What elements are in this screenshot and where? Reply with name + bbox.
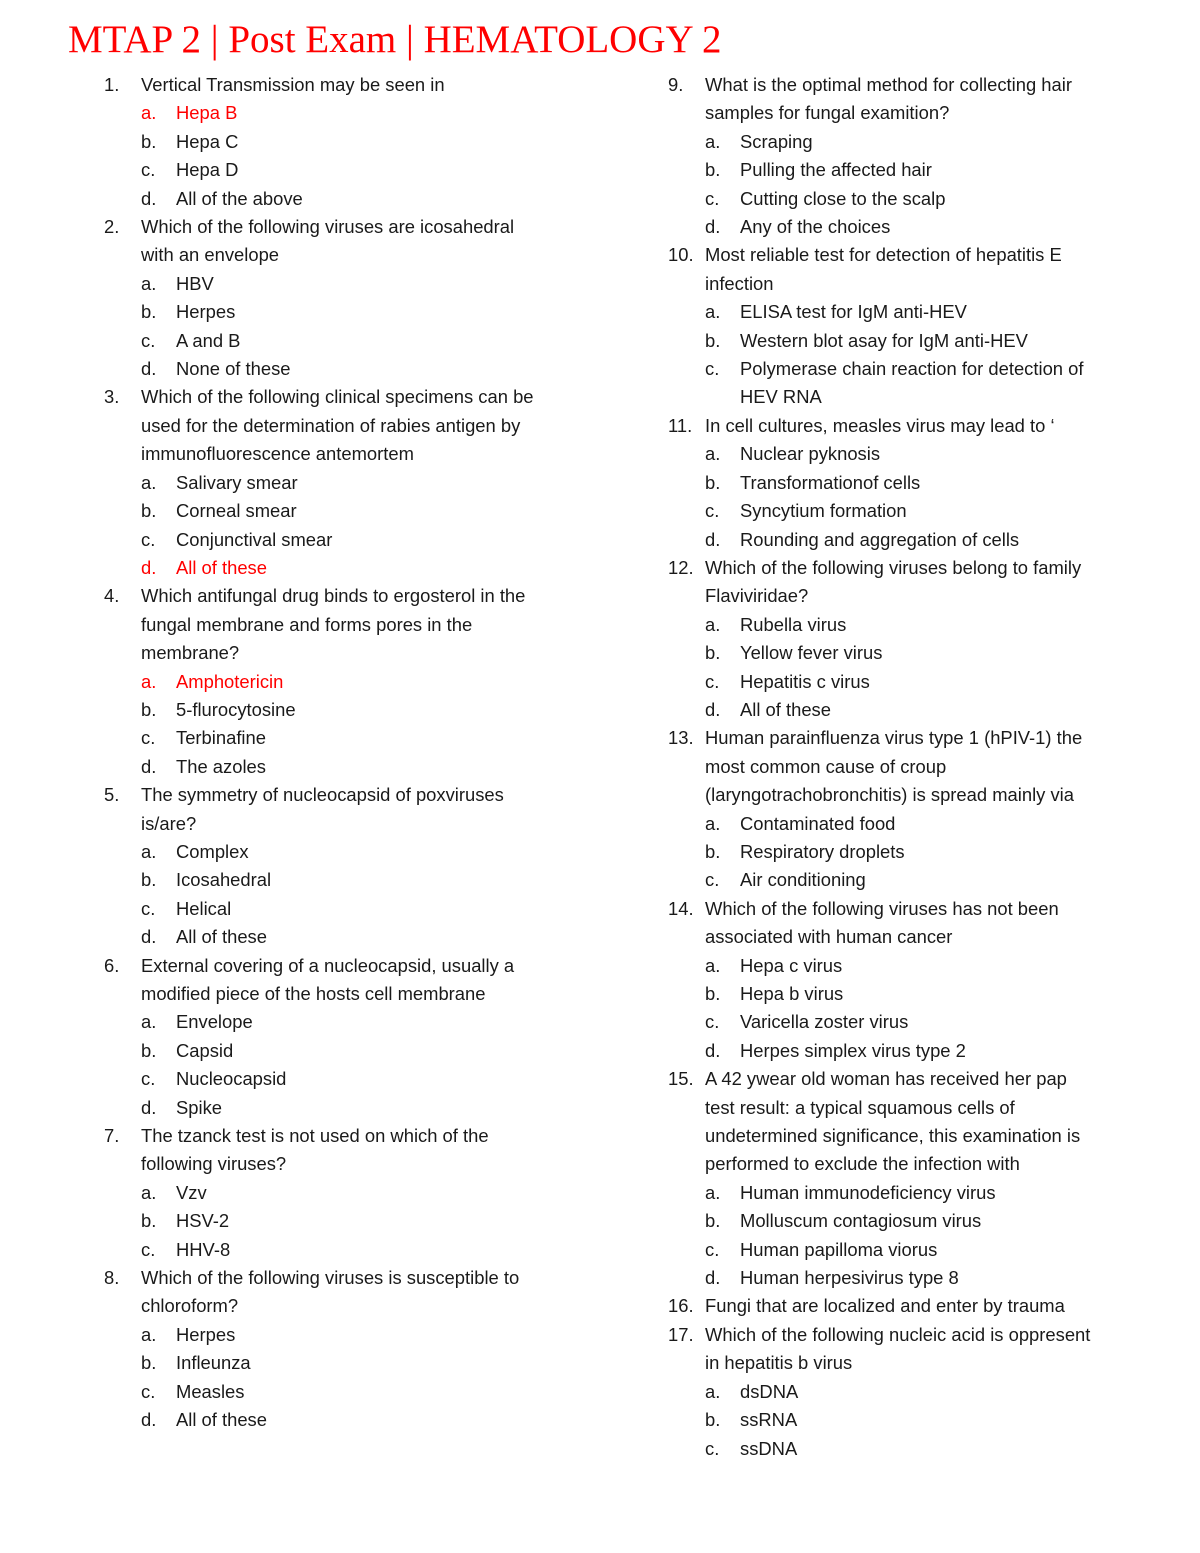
answer-option: [104, 1065, 574, 1093]
option-text: Human immunodeficiency virus: [740, 1181, 996, 1203]
question-text-line: [668, 99, 1138, 127]
question-text: following viruses?: [141, 1153, 287, 1175]
option-text: Cutting close to the scalp: [740, 187, 946, 209]
option-text: The azoles: [176, 755, 266, 777]
question-text: used for the determination of rabies antigen by: [141, 414, 521, 436]
answer-option: [104, 895, 574, 923]
answer-option: [104, 1179, 574, 1207]
answer-option: [668, 611, 1138, 639]
question-text: (laryngotrachobronchitis) is spread mainly via: [705, 784, 1074, 806]
question-text-line: [104, 241, 574, 269]
option-text: Air conditioning: [740, 869, 866, 891]
option-text: Vzv: [176, 1181, 207, 1203]
option-letter: b.: [141, 1039, 157, 1061]
option-text: HHV-8: [176, 1238, 231, 1260]
question-number: 7.: [104, 1125, 120, 1147]
option-letter: d.: [705, 698, 721, 720]
question-text-line: [104, 1264, 574, 1292]
answer-option: [668, 469, 1138, 497]
option-text: Contaminated food: [740, 812, 896, 834]
question-text-line: [668, 412, 1138, 440]
question-text: Flaviviridae?: [705, 585, 809, 607]
question-text: most common cause of croup: [705, 755, 947, 777]
question-text-line: [104, 71, 574, 99]
option-text: Hepa C: [176, 130, 239, 152]
option-letter: a.: [705, 1380, 721, 1402]
question-number: 12.: [668, 556, 694, 578]
option-text: All of the above: [176, 187, 303, 209]
option-text: Hepa B: [176, 102, 238, 124]
question-text: undetermined significance, this examination is: [705, 1125, 1081, 1147]
question-text: Most reliable test for detection of hepatitis E: [705, 244, 1062, 266]
answer-option: [668, 838, 1138, 866]
answer-option: [668, 668, 1138, 696]
question-text: with an envelope: [141, 244, 280, 266]
question-text-line: [104, 1292, 574, 1320]
question-text-line: [668, 1122, 1138, 1150]
question-text: The tzanck test is not used on which of the: [141, 1125, 489, 1147]
option-text: ssRNA: [740, 1409, 798, 1431]
answer-option: [104, 838, 574, 866]
answer-option: [668, 327, 1138, 355]
option-text: Scraping: [740, 130, 813, 152]
option-letter: c.: [705, 1238, 720, 1260]
option-letter: a.: [705, 130, 721, 152]
answer-option: [104, 327, 574, 355]
question-number: 5.: [104, 784, 120, 806]
answer-option: [104, 668, 574, 696]
answer-option: [668, 1435, 1138, 1463]
answer-option: [104, 355, 574, 383]
option-letter: d.: [705, 216, 721, 238]
question-text-line: [104, 582, 574, 610]
option-text: Capsid: [176, 1039, 234, 1061]
option-letter: a.: [141, 102, 157, 124]
answer-option: [104, 1037, 574, 1065]
option-text: HSV-2: [176, 1210, 230, 1232]
answer-option: [668, 980, 1138, 1008]
option-letter: c.: [705, 1437, 720, 1459]
option-letter: b.: [705, 471, 721, 493]
option-text: Conjunctival smear: [176, 528, 333, 550]
option-letter: a.: [705, 1181, 721, 1203]
question-text-line: [104, 412, 574, 440]
answer-option: [668, 1236, 1138, 1264]
question-number: 15.: [668, 1068, 694, 1090]
question-text-line: [668, 1321, 1138, 1349]
option-letter: b.: [705, 840, 721, 862]
question-text: Which of the following clinical specimens can be: [141, 386, 534, 408]
answer-option: [668, 639, 1138, 667]
answer-option: [104, 753, 574, 781]
option-text: Rounding and aggregation of cells: [740, 528, 1020, 550]
answer-option: [668, 298, 1138, 326]
option-letter: a.: [141, 1323, 157, 1345]
option-text: All of these: [176, 926, 267, 948]
question-text-line: [104, 810, 574, 838]
option-text: Salivary smear: [176, 471, 298, 493]
option-letter: d.: [141, 755, 157, 777]
option-letter: c.: [141, 159, 156, 181]
question-text-line: [104, 611, 574, 639]
option-letter: d.: [705, 1039, 721, 1061]
answer-option: [104, 128, 574, 156]
question-text: in hepatitis b virus: [705, 1352, 853, 1374]
option-letter: c.: [141, 727, 156, 749]
option-letter: a.: [705, 613, 721, 635]
page-title: MTAP 2 | Post Exam | HEMATOLOGY 2: [68, 18, 722, 61]
option-text: Respiratory droplets: [740, 840, 905, 862]
option-letter: b.: [705, 642, 721, 664]
option-text: Pulling the affected hair: [740, 159, 932, 181]
option-text: Corneal smear: [176, 500, 297, 522]
answer-option: [668, 1406, 1138, 1434]
answer-option: [104, 1236, 574, 1264]
answer-option: [668, 952, 1138, 980]
question-text-line: [668, 1292, 1138, 1320]
answer-option: [104, 156, 574, 184]
question-number: 1.: [104, 74, 120, 95]
question-text: A 42 ywear old woman has received her pap: [705, 1068, 1067, 1090]
answer-option: [104, 1207, 574, 1235]
option-letter: b.: [141, 698, 157, 720]
answer-option: [668, 1037, 1138, 1065]
option-text: Rubella virus: [740, 613, 847, 635]
answer-option: [104, 1406, 574, 1434]
option-letter: d.: [141, 1409, 157, 1431]
option-text: Nucleocapsid: [176, 1068, 287, 1090]
question-text-line: [668, 1349, 1138, 1377]
option-letter: c.: [141, 897, 156, 919]
question-number: 3.: [104, 386, 120, 408]
option-letter: b.: [141, 869, 157, 891]
option-text: None of these: [176, 358, 291, 380]
answer-option: [104, 185, 574, 213]
question-text: Vertical Transmission may be seen in: [141, 74, 445, 95]
option-text: ssDNA: [740, 1437, 798, 1459]
question-text: associated with human cancer: [705, 926, 953, 948]
answer-option: [668, 440, 1138, 468]
option-text: Herpes: [176, 1323, 236, 1345]
answer-option: [104, 526, 574, 554]
answer-option: [104, 497, 574, 525]
answer-option: [668, 156, 1138, 184]
option-text: ELISA test for IgM anti-HEV: [740, 301, 967, 323]
option-letter: d.: [705, 1267, 721, 1289]
question-text: Which of the following viruses belong to family: [705, 556, 1082, 578]
option-letter: a.: [141, 1181, 157, 1203]
question-number: 17.: [668, 1323, 694, 1345]
answer-option: [104, 298, 574, 326]
option-letter: b.: [141, 1352, 157, 1374]
question-number: 4.: [104, 585, 120, 607]
option-text-continuation: HEV RNA: [740, 386, 822, 408]
question-text-line: [668, 781, 1138, 809]
answer-option: [668, 1008, 1138, 1036]
option-text: Hepa D: [176, 159, 239, 181]
question-text: Which of the following viruses has not been: [705, 897, 1059, 919]
option-text: Terbinafine: [176, 727, 266, 749]
question-text-line: [104, 213, 574, 241]
option-text: Amphotericin: [176, 670, 284, 692]
option-letter: c.: [705, 1011, 720, 1033]
answer-option: [104, 724, 574, 752]
question-text-line: [104, 639, 574, 667]
question-text: Which antifungal drug binds to ergosterol in the: [141, 585, 526, 607]
question-text: Which of the following viruses is susceptible to: [141, 1267, 520, 1289]
option-text: Polymerase chain reaction for detection of: [740, 358, 1084, 380]
question-text-line: [668, 753, 1138, 781]
answer-option: [104, 554, 574, 582]
question-number: 11.: [668, 414, 693, 436]
question-text-line: [104, 980, 574, 1008]
answer-option: [104, 696, 574, 724]
question-text-line: [668, 582, 1138, 610]
answer-option: [668, 355, 1138, 383]
question-text-line: [104, 440, 574, 468]
option-text: Transformationof cells: [740, 471, 921, 493]
option-letter: c.: [705, 500, 720, 522]
answer-option: [104, 866, 574, 894]
option-letter: d.: [141, 926, 157, 948]
option-text: Measles: [176, 1380, 245, 1402]
answer-option: [668, 1179, 1138, 1207]
answer-option: [668, 128, 1138, 156]
option-letter: d.: [141, 187, 157, 209]
option-letter: b.: [141, 301, 157, 323]
question-number: 2.: [104, 216, 120, 238]
answer-option: [668, 866, 1138, 894]
answer-option: [104, 1008, 574, 1036]
question-text-line: [104, 1150, 574, 1178]
question-text: infection: [705, 272, 774, 294]
question-text: samples for fungal examition?: [705, 102, 950, 124]
question-text-line: [104, 1122, 574, 1150]
answer-option: [668, 526, 1138, 554]
option-text: HBV: [176, 272, 214, 294]
option-text: Herpes: [176, 301, 236, 323]
question-text: performed to exclude the infection with: [705, 1153, 1020, 1175]
answer-option: [668, 1378, 1138, 1406]
option-letter: c.: [141, 1380, 156, 1402]
option-letter: a.: [705, 301, 721, 323]
option-letter: b.: [705, 983, 721, 1004]
option-letter: a.: [705, 812, 721, 834]
option-letter: b.: [705, 329, 721, 351]
question-text: is/are?: [141, 812, 197, 834]
option-letter: a.: [141, 670, 157, 692]
option-text: Spike: [176, 1096, 223, 1118]
option-letter: a.: [705, 443, 721, 465]
answer-option: [668, 1264, 1138, 1292]
option-text: All of these: [740, 698, 831, 720]
option-letter: c.: [141, 329, 156, 351]
question-number: 9.: [668, 74, 684, 95]
option-letter: b.: [141, 1210, 157, 1232]
answer-option: [668, 185, 1138, 213]
option-letter: b.: [141, 130, 157, 152]
option-text: 5-flurocytosine: [176, 698, 296, 720]
answer-option: [104, 469, 574, 497]
question-text: Human parainfluenza virus type 1 (hPIV-1) the: [705, 727, 1083, 749]
answer-option: [104, 1321, 574, 1349]
answer-option: [668, 810, 1138, 838]
option-letter: c.: [705, 358, 720, 380]
option-text: Human papilloma viorus: [740, 1238, 938, 1260]
answer-option: [668, 497, 1138, 525]
option-letter: c.: [705, 670, 720, 692]
option-letter: d.: [705, 528, 721, 550]
question-text-line: [668, 241, 1138, 269]
question-text: Which of the following nucleic acid is oppresent: [705, 1323, 1091, 1345]
answer-option: [668, 696, 1138, 724]
answer-option: [104, 1094, 574, 1122]
question-number: 6.: [104, 954, 120, 976]
question-text: test result: a typical squamous cells of: [705, 1096, 1015, 1118]
option-letter: c.: [141, 1068, 156, 1090]
option-letter: a.: [705, 954, 721, 976]
answer-option: [104, 1349, 574, 1377]
option-letter: c.: [705, 187, 720, 209]
option-text: Western blot asay for IgM anti-HEV: [740, 329, 1028, 351]
option-text: Molluscum contagiosum virus: [740, 1210, 982, 1232]
question-text: modified piece of the hosts cell membrane: [141, 983, 486, 1004]
answer-option: [104, 99, 574, 127]
question-text-line: [104, 383, 574, 411]
option-text: Helical: [176, 897, 232, 919]
option-letter: c.: [141, 1238, 156, 1260]
answer-option: [668, 213, 1138, 241]
option-letter: d.: [141, 358, 157, 380]
option-text: Hepa b virus: [740, 983, 844, 1004]
right-column: [668, 71, 1138, 1463]
option-text: Complex: [176, 840, 249, 862]
option-letter: a.: [141, 471, 157, 493]
option-text: Herpes simplex virus type 2: [740, 1039, 966, 1061]
option-text: Yellow fever virus: [740, 642, 883, 664]
option-text: A and B: [176, 329, 241, 351]
question-text-line: [668, 1094, 1138, 1122]
answer-option: [668, 1207, 1138, 1235]
question-text: membrane?: [141, 642, 240, 664]
question-text-line: [668, 895, 1138, 923]
option-letter: c.: [141, 528, 156, 550]
option-letter: a.: [141, 272, 157, 294]
question-text: Fungi that are localized and enter by trauma: [705, 1295, 1065, 1317]
option-text: Envelope: [176, 1011, 253, 1033]
question-number: 8.: [104, 1267, 120, 1289]
question-number: 16.: [668, 1295, 694, 1317]
option-letter: d.: [141, 1096, 157, 1118]
option-text: Nuclear pyknosis: [740, 443, 881, 465]
question-text: What is the optimal method for collecting hair: [705, 74, 1072, 95]
left-column: [104, 71, 574, 1435]
option-text: Infleunza: [176, 1352, 251, 1374]
option-letter: b.: [705, 159, 721, 181]
question-text: fungal membrane and forms pores in the: [141, 613, 473, 635]
option-text: Any of the choices: [740, 216, 891, 238]
question-number: 14.: [668, 897, 694, 919]
option-letter: a.: [141, 1011, 157, 1033]
option-letter: c.: [705, 869, 720, 891]
question-text-line: [668, 923, 1138, 951]
question-number: 13.: [668, 727, 694, 749]
answer-option: [104, 1378, 574, 1406]
option-letter: a.: [141, 840, 157, 862]
option-letter: b.: [705, 1409, 721, 1431]
option-letter: b.: [705, 1210, 721, 1232]
question-text-line: [668, 270, 1138, 298]
option-letter: d.: [141, 556, 157, 578]
option-text: All of these: [176, 556, 267, 578]
option-text: Hepa c virus: [740, 954, 843, 976]
option-text: Varicella zoster virus: [740, 1011, 909, 1033]
option-text: All of these: [176, 1409, 267, 1431]
question-text-line: [104, 781, 574, 809]
question-text-line: [668, 71, 1138, 99]
question-text-line: [668, 724, 1138, 752]
question-text: immunofluorescence antemortem: [141, 443, 414, 465]
option-letter: b.: [141, 500, 157, 522]
question-text-line: [668, 554, 1138, 582]
option-text: Human herpesivirus type 8: [740, 1267, 959, 1289]
question-text: The symmetry of nucleocapsid of poxviruses: [141, 784, 504, 806]
answer-option: [104, 270, 574, 298]
question-text: In cell cultures, measles virus may lead to ‘: [705, 414, 1055, 436]
option-text: dsDNA: [740, 1380, 799, 1402]
answer-option: [104, 923, 574, 951]
question-number: 10.: [668, 244, 694, 266]
question-text-line: [668, 1065, 1138, 1093]
option-text: Hepatitis c virus: [740, 670, 870, 692]
question-text: Which of the following viruses are icosahedral: [141, 216, 515, 238]
question-text: External covering of a nucleocapsid, usually a: [141, 954, 515, 976]
option-text: Syncytium formation: [740, 500, 907, 522]
question-text-line: [104, 952, 574, 980]
question-text: chloroform?: [141, 1295, 239, 1317]
option-text: Icosahedral: [176, 869, 272, 891]
question-text-line: [668, 1150, 1138, 1178]
